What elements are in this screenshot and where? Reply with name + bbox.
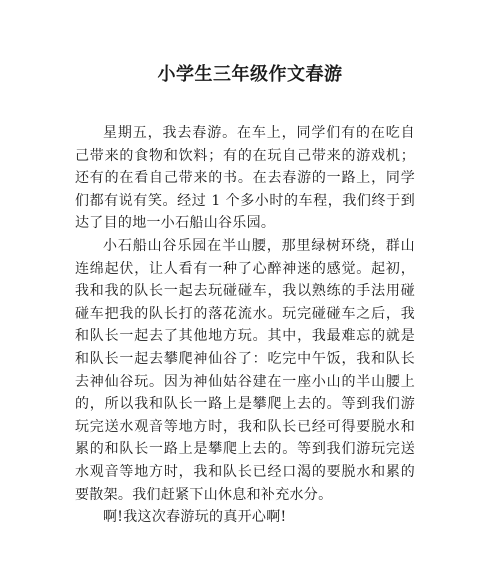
paragraph-2: 小石船山谷乐园在半山腰，那里绿树环绕，群山连绵起伏，让人看有一种了心醉神迷的感觉。起初，我和我的队长一起去玩碰碰车，我以熟练的手法用碰碰车把我的队长打的落花流水。玩完碰碰车之后，我和队长一起去了其他地方玩。其中，我最难忘的就是和队长一起去攀爬神仙谷了：吃完中午饭，我和队长去神仙谷玩。因为神仙姑谷建在一座小山的半山腰上的，所以我和队长一路上是攀爬上去的。等到我们游玩完送水观音等地方时，我和队长已经可得要脱水和累的和队长一路上是攀爬上去的。等到我们游玩完送水观音等地方时，我和队长已经口渴的要脱水和累的要散架。我们赶紧下山休息和补充水分。 (75, 237, 415, 503)
document-body (75, 122, 415, 529)
paragraph-1: 星期五，我去春游。在车上，同学们有的在吃自己带来的食物和饮料；有的在玩自己带来的游戏机；还有的在看自己带来的书。在去春游的一路上，同学们都有说有笑。经过 1 个多小时的车程，我们终于到达了目的地一小石船山谷乐园。 (75, 125, 415, 232)
paragraph-3: 啊!我这次春游玩的真开心啊! (103, 509, 287, 526)
document-title: 小学生三年级作文春游 (157, 64, 343, 85)
